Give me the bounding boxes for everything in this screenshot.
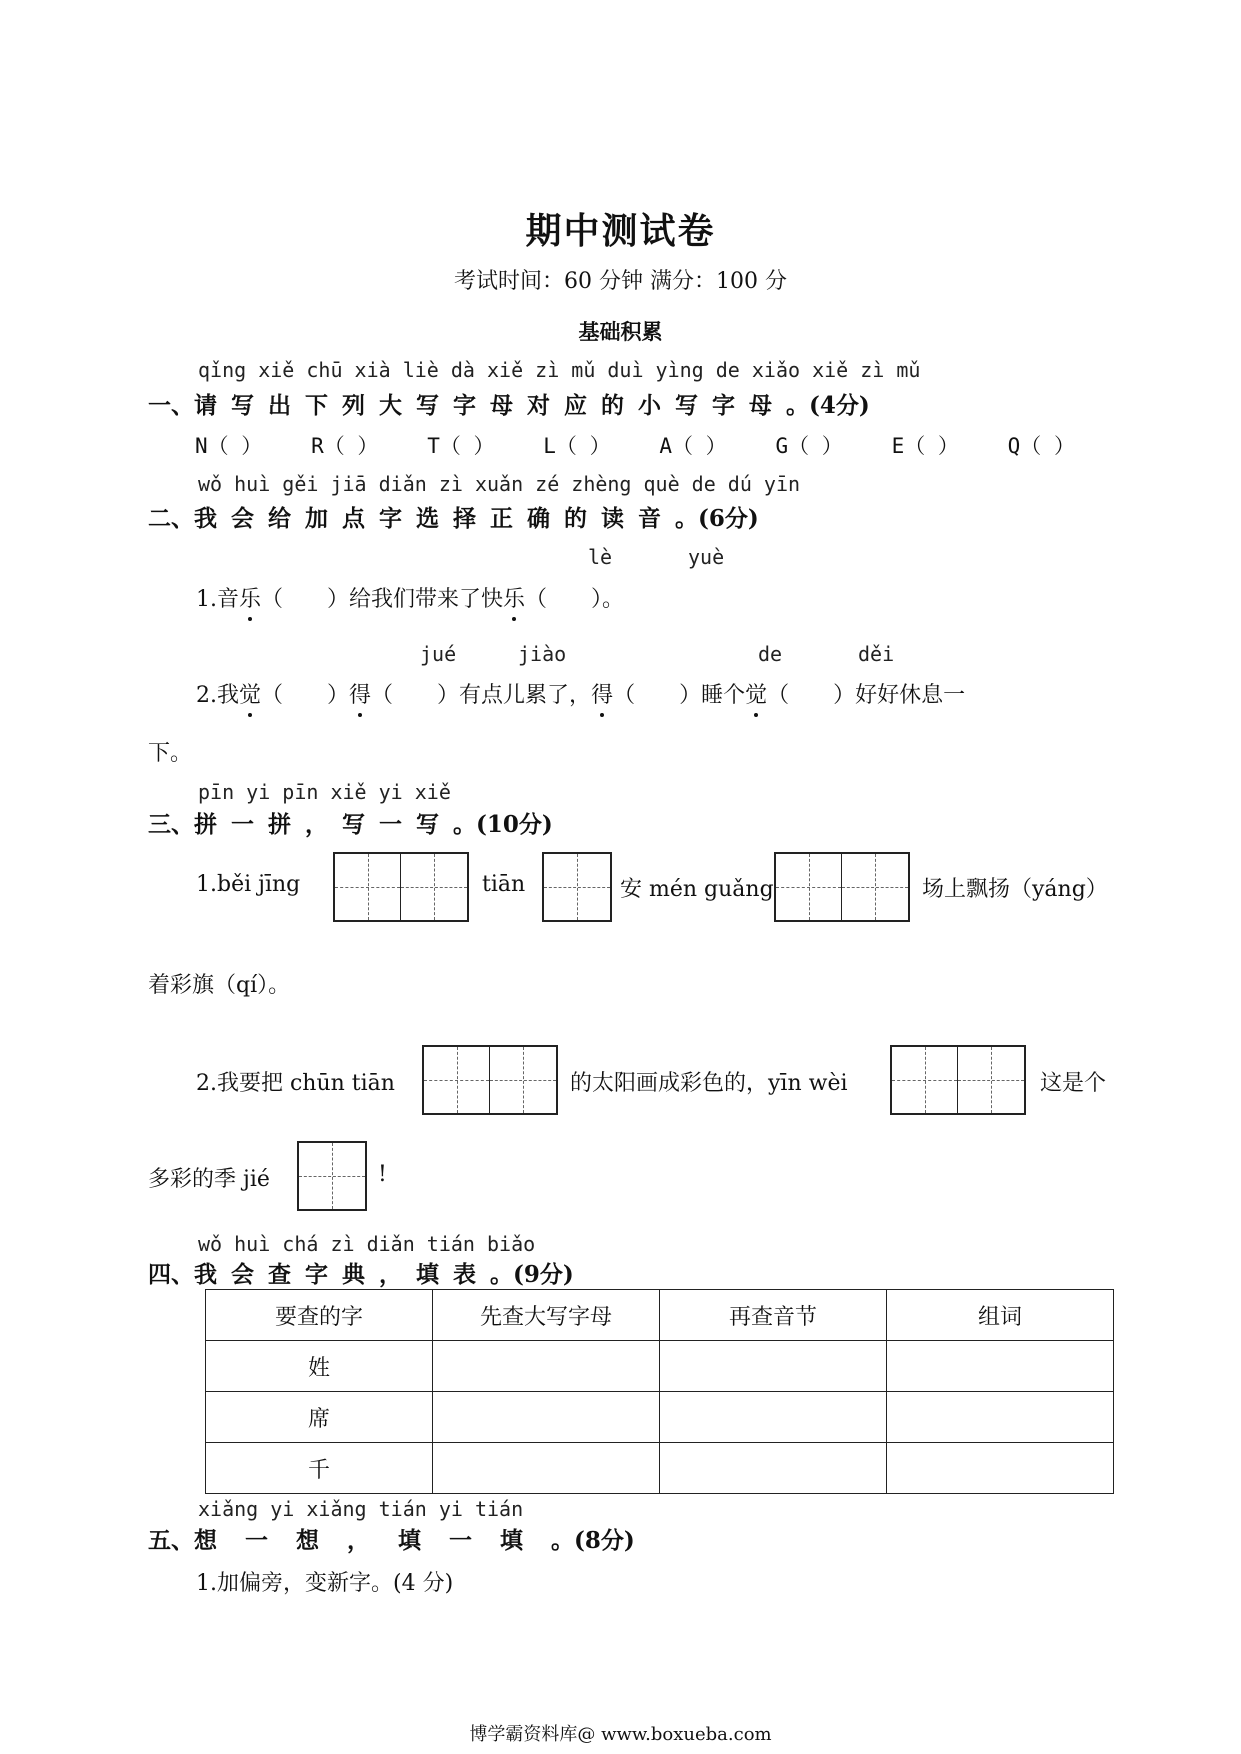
letter-blank[interactable]: Q（ ） [1007,434,1075,458]
q5-pinyin: xiǎng yi xiǎng tián yi tián [198,1497,524,1521]
q4-score: 。(9分) [490,1261,574,1288]
writing-cell[interactable] [544,854,610,920]
q3-text: 的太阳画成彩色的，yīn wèi [570,1071,848,1096]
q5-score: 。(8分) [551,1527,635,1554]
dotted-char: 觉 [239,683,262,708]
dictionary-table [205,1289,1114,1494]
answer-blank[interactable]: （ ）。 [525,587,625,612]
answer-cell[interactable] [433,1392,660,1443]
q2-score: 。(6分) [675,505,759,532]
answer-cell[interactable] [433,1341,660,1392]
q3-text: 2.我要把 chūn tiān [196,1071,395,1096]
q3-pinyin: pīn yi pīn xiě yi xiě [198,780,451,804]
column-header: 先查大写字母 [433,1290,660,1341]
q3-text: 1.běi jīng [196,872,301,897]
pinyin-option: lè [588,545,613,569]
lookup-char: 姓 [206,1341,433,1392]
q2-pinyin: wǒ huì gěi jiā diǎn zì xuǎn zé zhèng què de dú yīn [198,472,801,496]
page-title: 期中测试卷 [525,210,716,252]
letter-blank[interactable]: N（ ） [195,434,263,458]
letter-blank[interactable]: T（ ） [427,434,495,458]
answer-cell[interactable] [887,1392,1114,1443]
answer-cell[interactable] [660,1443,887,1494]
writing-grid[interactable] [774,852,910,922]
answer-cell[interactable] [660,1392,887,1443]
writing-cell[interactable] [335,854,401,920]
q1-letter-row [195,430,1075,460]
column-header: 要查的字 [206,1290,433,1341]
writing-grid[interactable] [333,852,469,922]
q3-number: 三、 [148,811,194,838]
footer-watermark: 博学霸资料库@ www.boxueba.com [469,1724,772,1745]
section-heading: 基础积累 [578,319,663,344]
q4-text: 我会查字典，填表 [194,1261,490,1288]
answer-blank[interactable]: （ ）有点儿累了， [371,683,592,708]
letter-blank[interactable]: E（ ） [891,434,959,458]
table-row [206,1392,1114,1443]
dotted-char: 得 [591,683,614,708]
dotted-char: 乐 [239,587,262,612]
q4-heading [148,1256,574,1289]
column-header: 再查音节 [660,1290,887,1341]
pinyin-option: yuè [688,545,725,569]
pinyin-option: jiào [518,642,567,666]
answer-cell[interactable] [433,1443,660,1494]
letter-blank[interactable]: R（ ） [311,434,379,458]
answer-cell[interactable] [887,1341,1114,1392]
q5-text: 想一想，填一填 [194,1527,551,1554]
dotted-char: 乐 [503,587,526,612]
answer-blank[interactable]: （ ）给我们带来了快 [261,587,504,612]
q1-heading [148,387,870,420]
dotted-char: 得 [349,683,372,708]
lookup-char: 席 [206,1392,433,1443]
q3-heading [148,806,553,839]
letter-blank[interactable]: G（ ） [775,434,843,458]
q3-text: 着彩旗（qí）。 [148,973,291,998]
q3-text: 场上飘扬（yáng） [922,877,1108,902]
writing-cell[interactable] [842,854,908,920]
pinyin-option: děi [858,642,895,666]
q4-number: 四、 [148,1261,194,1288]
writing-cell[interactable] [892,1047,958,1113]
q1-number: 一、 [148,392,194,419]
q3-text: 拼一拼，写一写 [194,811,453,838]
q1-text: 请写出下列大写字母对应的小写字母 [194,392,786,419]
q3-text: 多彩的季 jié [148,1167,270,1192]
answer-cell[interactable] [887,1443,1114,1494]
answer-blank[interactable]: （ ） [261,683,350,708]
writing-cell[interactable] [776,854,842,920]
table-header-row [206,1290,1114,1341]
writing-grid[interactable] [297,1141,367,1211]
writing-cell[interactable] [490,1047,556,1113]
q3-text: 这是个 [1040,1071,1107,1096]
lookup-char: 千 [206,1443,433,1494]
exam-info: 考试时间：60 分钟 满分：100 分 [454,269,787,294]
dotted-char: 觉 [745,683,768,708]
q3-text: tiān [482,872,526,897]
writing-cell[interactable] [424,1047,490,1113]
column-header: 组词 [887,1290,1114,1341]
q5-number: 五、 [148,1527,194,1554]
writing-cell[interactable] [299,1143,365,1209]
q2-sentence-1: 1.音乐（ ）给我们带来了快乐（ ）。 [196,587,625,612]
q2-sentence-2-cont: 下。 [148,741,193,766]
writing-cell[interactable] [958,1047,1024,1113]
answer-blank[interactable]: （ ）睡个 [613,683,746,708]
q5-subquestion: 1.加偏旁，变新字。(4 分) [196,1571,454,1596]
answer-cell[interactable] [660,1341,887,1392]
writing-grid[interactable] [422,1045,558,1115]
table-row [206,1341,1114,1392]
q3-text: 安 mén guǎng [620,877,774,902]
writing-grid[interactable] [542,852,612,922]
q2-text: 我会给加点字选择正确的读音 [194,505,675,532]
q5-heading [148,1522,635,1555]
writing-grid[interactable] [890,1045,1026,1115]
q1-score: 。(4分) [786,392,870,419]
q2-heading [148,500,759,533]
pinyin-option: de [758,642,783,666]
pinyin-option: jué [420,642,457,666]
writing-cell[interactable] [401,854,467,920]
q3-score: 。(10分) [453,811,553,838]
q3-text: ! [378,1162,387,1187]
table-row [206,1443,1114,1494]
q2-sentence-2: 2.我觉（ ）得（ ）有点儿累了，得（ ）睡个觉（ ）好好休息一 [196,683,966,708]
q2-number: 二、 [148,505,194,532]
letter-blank[interactable]: L（ ） [543,434,611,458]
answer-blank[interactable]: （ ）好好休息一 [767,683,966,708]
q4-pinyin: wǒ huì chá zì diǎn tián biǎo [198,1232,536,1256]
q1-pinyin: qǐng xiě chū xià liè dà xiě zì mǔ duì yìng de xiǎo xiě zì mǔ [198,358,921,382]
letter-blank[interactable]: A（ ） [659,434,727,458]
